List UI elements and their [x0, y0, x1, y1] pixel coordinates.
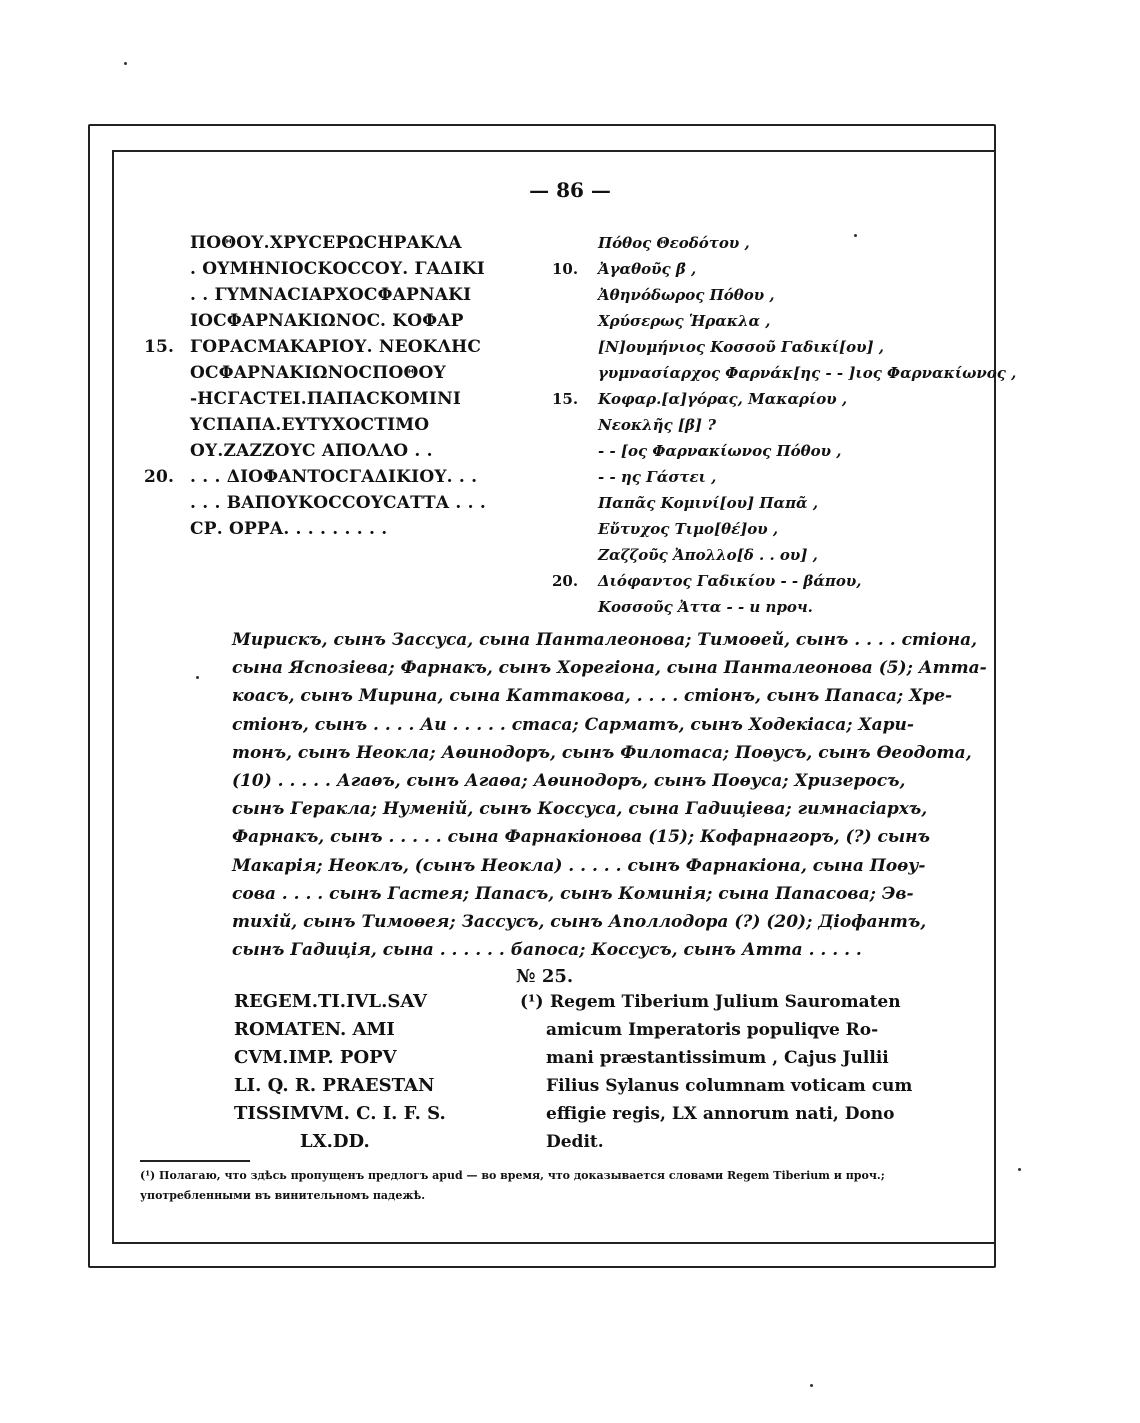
speck: [196, 676, 199, 679]
speck: [810, 1384, 813, 1387]
latin-transcription-line: [520, 1100, 895, 1128]
transcription-line: [552, 334, 992, 360]
transcription-text: - - ης Γάστει ,: [598, 468, 717, 486]
inscription-line: [144, 308, 544, 334]
inscription-line: [144, 230, 544, 256]
inscription-text: . . ΓΥΜΝΑCΙΑΡΧΟCΦΑΡΝΑΚΙ: [190, 285, 472, 305]
latin-inscription-line: LI. Q. R. PRAESTAN: [234, 1075, 435, 1096]
transcription-text: Ἀθηνόδωρος Πόθου ,: [598, 286, 775, 304]
inscription-text: . ΟΥΜΗΝΙΟCΚΟCCΟΥ. ΓΑΔΙΚΙ: [190, 259, 485, 279]
transcription-text: Κοσσοῦς Ἀττα - - и проч.: [598, 598, 813, 616]
line-number: 20.: [552, 572, 579, 590]
inscription-text: . . . ΔΙΟΦΑΝΤΟCΓΑΔΙΚΙΟΥ. . .: [190, 467, 478, 487]
transcription-line: [552, 282, 992, 308]
transcription-text: [Ν]ουμήνιος Κοσσοῦ Γαδικί[ου] ,: [598, 338, 885, 356]
transcription-line: [552, 438, 992, 464]
inscription-text: ΓΟΡΑCΜΑΚΑΡΙΟΥ. ΝΕΟΚΛΗC: [190, 337, 482, 357]
speck: [1018, 1168, 1021, 1171]
greek-minuscule-transcription: [552, 230, 1017, 620]
latin-inscription-line: LX.DD.: [300, 1131, 370, 1152]
inscription-line: [144, 438, 544, 464]
transcription-line: [552, 542, 992, 568]
transcription-line: [552, 256, 992, 282]
page-number: — 86 —: [529, 178, 611, 202]
transcription-text: Παπᾶς Κομινί[ου] Παπᾶ ,: [598, 494, 819, 512]
line-number: 20.: [144, 467, 175, 487]
line-number: 10.: [552, 260, 579, 278]
transcription-line: [552, 490, 992, 516]
latin-transcription-text: Filius Sylanus columnam voticam cum: [546, 1076, 913, 1096]
transcription-text: Ἀγαθοῦς β̄ ,: [598, 260, 697, 278]
transcription-line: [552, 568, 992, 594]
transcription-line: [552, 360, 1017, 386]
transcription-line: [552, 594, 992, 620]
transcription-line: [552, 516, 992, 542]
transcription-line: [552, 386, 992, 412]
footnote-ref: (¹): [520, 992, 544, 1012]
latin-inscription-line: ROMATEN. AMI: [234, 1019, 395, 1040]
transcription-text: - - [ος Φαρνακίωνος Πόθου ,: [598, 442, 842, 460]
latin-transcription-line: [520, 1072, 913, 1100]
latin-transcription-text: amicum Imperatoris populiqve Ro-: [546, 1020, 879, 1040]
transcription-text: Εὔτυχος Τιμο[θέ]ου ,: [598, 520, 779, 538]
translation-line: сынъ Гадиція, сына . . . . . . бапоса; Коссусъ, сынъ Атта . . . . .: [232, 940, 862, 961]
footnote: [140, 1166, 970, 1206]
latin-inscription-line: CVM.IMP. POPV: [234, 1047, 397, 1068]
footnote-line: (¹) Полагаю, что здѣсь пропущенъ предлогъ apud — во время, что доказывается словами Regem Tiberium и проч.;: [140, 1169, 885, 1182]
inscription-line: [144, 386, 544, 412]
translation-line: Мирискъ, сынъ Зассуса, сына Панталеонова; Тимоѳей, сынъ . . . . стіона,: [232, 630, 978, 650]
inscription-line: [144, 464, 544, 490]
inscription-number: № 25.: [516, 966, 574, 987]
translation-line: коасъ, сынъ Мирина, сына Каттакова, . . . . стіонъ, сынъ Папаса; Хре-: [232, 686, 953, 707]
latin-inscription: [234, 988, 494, 1156]
inscription-text: ΟCΦΑΡΝΑΚΙΩΝΟCΠΟΘΟΥ: [190, 363, 446, 383]
inscription-line: [144, 516, 544, 542]
inscription-text: CΡ. ΟΡΡΑ. . . . . . . . .: [190, 519, 388, 539]
latin-transcription-text: Dedit.: [546, 1132, 604, 1152]
transcription-text: γυμνασίαρχος Φαρνάκ[ης - - ]ιος Φαρνακίωνος ,: [598, 364, 1017, 382]
transcription-line: [552, 412, 992, 438]
speck: [124, 62, 127, 65]
footnote-line: употребленными въ винительномъ падежѣ.: [140, 1189, 426, 1202]
translation-line: сынъ Геракла; Нуменій, сынъ Коссуса, сына Гадиціева; гимнасіархъ,: [232, 799, 928, 820]
inscription-text: ΙΟCΦΑΡΝΑΚΙΩΝΟC. ΚΟΦΑΡ: [190, 311, 464, 331]
speck: [854, 234, 857, 237]
inscription-text: ΟΥ.ΖΑΖΖΟΥC ΑΠΟΛΛΟ . .: [190, 441, 433, 461]
translation-line: тихій, сынъ Тимоѳея; Зассусъ, сынъ Аполлодора (?) (20); Діофантъ,: [232, 911, 927, 932]
line-number: 15.: [552, 390, 579, 408]
latin-transcription-text: effigie regis, LX annorum nati, Dono: [546, 1104, 895, 1124]
transcription-line: [552, 308, 992, 334]
inscription-line: [144, 256, 544, 282]
greek-capital-inscription: [144, 230, 544, 542]
translation-line: сова . . . . сынъ Гастея; Папасъ, сынъ Коминія; сына Папасова; Эв-: [232, 883, 914, 904]
transcription-text: Ζαζζοῦς Ἀπολλο[δ . . ου] ,: [598, 546, 818, 564]
latin-transcription-text: Regem Tiberium Julium Sauromaten: [550, 992, 901, 1012]
translation-line: тонъ, сынъ Неокла; Аѳинодоръ, сынъ Филотаса; Поѳусъ, сынъ Ѳеодота,: [232, 742, 972, 763]
inscription-line: [144, 360, 544, 386]
latin-transcription-line: [520, 1128, 880, 1156]
translation-line: стіонъ, сынъ . . . . Аи . . . . . стаса; Сарматъ, сынъ Ходекіаса; Хари-: [232, 714, 914, 735]
footnote-rule: [140, 1160, 250, 1162]
latin-transcription: [520, 988, 913, 1156]
inscription-line: [144, 490, 544, 516]
latin-transcription-line: [520, 1016, 880, 1044]
inscription-line: [144, 282, 544, 308]
transcription-line: [552, 230, 992, 256]
inscription-text: ΠΟΘΟΥ.ΧΡΥCΕΡΩCΗΡΑΚΛΑ: [190, 233, 462, 253]
translation-line: (10) . . . . . Агаѳъ, сынъ Агаѳа; Аѳинодоръ, сынъ Поѳуса; Хризеросъ,: [232, 770, 906, 791]
russian-translation: [232, 626, 987, 964]
transcription-text: Χρύσερως Ἡρακλα ,: [598, 312, 771, 330]
inscription-text: . . . ΒΑΠΟΥΚΟCCΟΥCΑΤΤΑ . . .: [190, 493, 486, 513]
inscription-line: [144, 334, 544, 360]
transcription-text: Πόθος Θεοδότου ,: [598, 234, 750, 252]
translation-line: Фарнакъ, сынъ . . . . . сына Фарнакіонова (15); Кофарнагоръ, (?) сынъ: [232, 827, 930, 848]
inscription-text: -ΗCΓΑCΤΕΙ.ΠΑΠΑCΚΟΜΙΝΙ: [190, 389, 461, 409]
transcription-text: Νεοκλῆς [β] ?: [598, 416, 717, 434]
translation-line: Макарія; Неоклъ, (сынъ Неокла) . . . . . сынъ Фарнакіона, сына Поѳу-: [232, 855, 926, 876]
inscription-text: ΥCΠΑΠΑ.ΕΥΤΥΧΟCΤΙΜΟ: [190, 415, 430, 435]
latin-inscription-line: TISSIMVM. C. I. F. S.: [234, 1103, 446, 1124]
latin-transcription-line: [520, 988, 901, 1016]
transcription-line: [552, 464, 992, 490]
transcription-text: Διόφαντος Γαδικίου - - βάπου,: [598, 572, 862, 590]
translation-line: сына Яспозіева; Фарнакъ, сынъ Хорегіона, сына Панталеонова (5); Атта-: [232, 658, 987, 679]
latin-inscription-line: REGEM.TI.IVL.SAV: [234, 991, 427, 1012]
inscription-line: [144, 412, 544, 438]
latin-transcription-text: mani præstantissimum , Cajus Jullii: [546, 1048, 889, 1068]
transcription-text: Κοφαρ.[α]γόρας, Μακαρίου ,: [598, 390, 848, 408]
latin-transcription-line: [520, 1044, 889, 1072]
line-number: 15.: [144, 337, 175, 357]
